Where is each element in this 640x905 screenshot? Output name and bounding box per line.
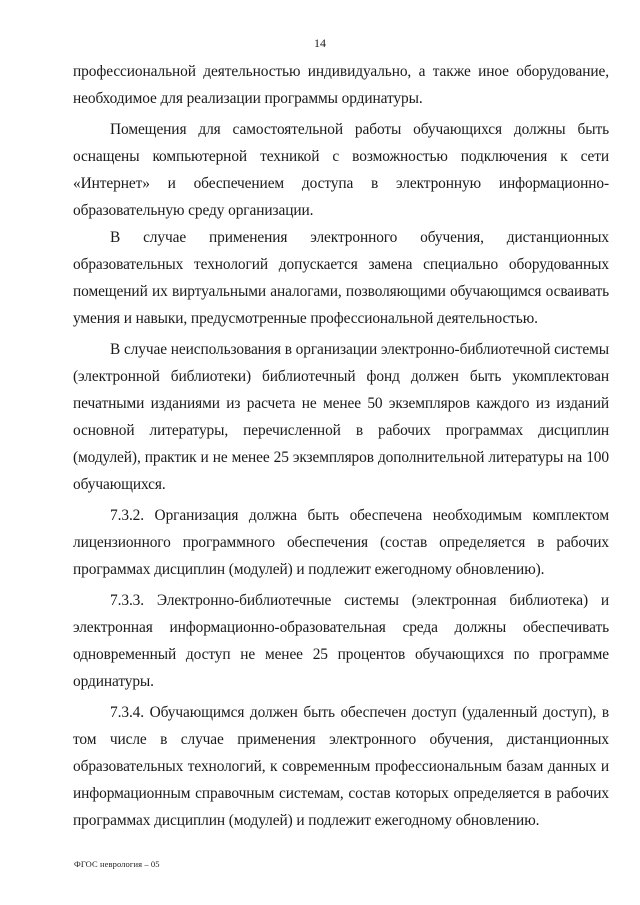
paragraph-continuation: профессиональной деятельностью индивидуально, а также иное оборудование, необходимое для реализации программы ординатуры. (73, 63, 609, 107)
page-number: 14 (314, 36, 326, 50)
document-footer: ФГОС неврология – 05 (74, 859, 160, 869)
paragraph-library-fund: В случае неиспользования в организации электронно-библиотечной системы (электронной библиотеки) библиотечный фонд должен быть укомплектован печатными изданиями из расчета не менее 50 экземпляров каждого из изданий основной литературы, перечисленной в рабочих программах дисциплин (модулей), практик и не менее 25 экземпляров дополнительной литературы на 100 обучающихся. (73, 341, 609, 493)
paragraph-premises: Помещения для самостоятельной работы обучающихся должны быть оснащены компьютерной техникой с возможностью подключения к сети «Интернет» и обеспечением доступа в электронную информационно-образовательную среду организации. (73, 121, 609, 219)
paragraph-e-learning: В случае применения электронного обучения, дистанционных образовательных технологий допускается замена специально оборудованных помещений их виртуальными аналогами, позволяющими обучающимся осваивать умения и навыки, предусмотренные профессиональной деятельностью. (73, 229, 609, 327)
paragraph-7-3-2: 7.3.2. Организация должна быть обеспечена необходимым комплектом лицензионного программного обеспечения (состав определяется в рабочих программах дисциплин (модулей) и подлежит ежегодному обновлению). (73, 507, 609, 578)
paragraph-7-3-3: 7.3.3. Электронно-библиотечные системы (электронная библиотека) и электронная информационно-образовательная среда должны обеспечивать одновременный доступ не менее 25 процентов обучающихся по программе ординатуры. (73, 592, 609, 690)
document-body (73, 58, 609, 834)
paragraph-7-3-4: 7.3.4. Обучающимся должен быть обеспечен доступ (удаленный доступ), в том числе в случае применения электронного обучения, дистанционных образовательных технологий, к современным профессиональным базам данных и информационным справочным системам, состав которых определяется в рабочих программах дисциплин (модулей) и подлежит ежегодному обновлению. (73, 704, 609, 829)
